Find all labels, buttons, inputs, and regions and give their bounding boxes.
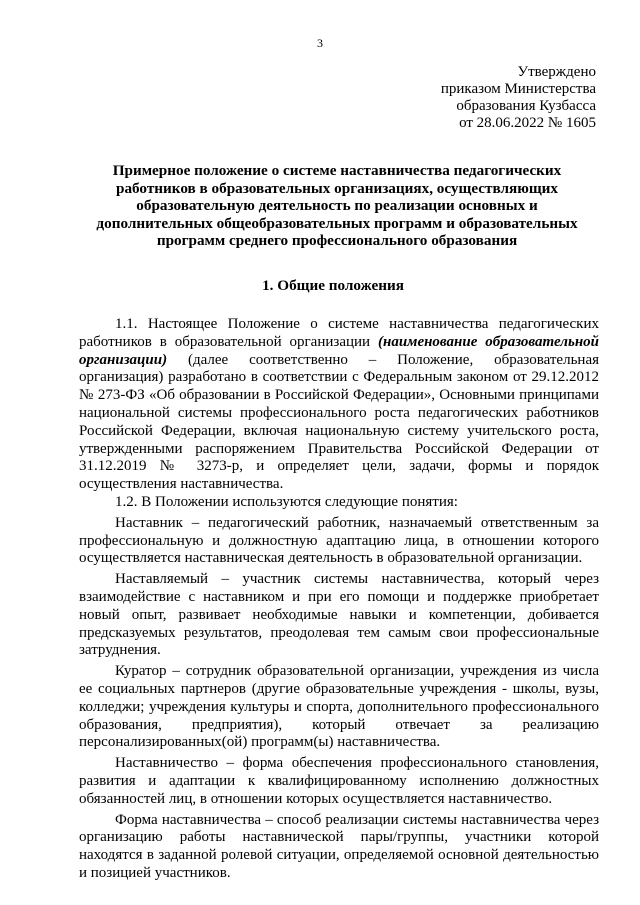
section-heading: 1. Общие положения xyxy=(262,277,404,294)
document-title: Примерное положение о системе наставничества педагогических работников в образовательных организациях, осуществляющих образовательную деятельность по реализации основных и дополнительных общеобразовательных программ и образовательных программ среднего профессионального образования xyxy=(96,162,578,250)
paragraph: Наставничество – форма обеспечения профессионального становления, развития и адаптации к квалифицированному исполнению должностных обязанностей лиц, в отношении которых осуществляется наставничество. xyxy=(79,755,599,807)
paragraph-text: (далее соответственно – Положение, образовательная организация) разработано в соответствии с Федеральным законом от 29.12.2012 № 273-ФЗ «Об образовании в Российской Федерации», Основными принципами национальной системы профессионального роста педагогических работников Российской Федерации, включая национальную систему учительского роста, утвержденными распоряжением Правительства Российской Федерации от 31.12.2019 № 3273-р, и определяет цели, задачи, формы и порядок осуществления наставничества. xyxy=(79,351,599,493)
approval-line: приказом Министерства xyxy=(440,81,596,97)
organization-placeholder: (наименование образовательной организации) xyxy=(79,333,599,368)
approval-line: образования Кузбасса xyxy=(456,98,596,114)
paragraph: 1.2. В Положении используются следующие понятия: xyxy=(115,493,458,510)
approval-line: от 28.06.2022 № 1605 xyxy=(459,115,596,131)
page-number: 3 xyxy=(317,36,323,50)
document-body xyxy=(79,316,599,883)
paragraph: Куратор – сотрудник образовательной организации, учреждения из числа ее социальных партнеров (другие образовательные учреждения - школы, вузы, колледжи; учреждения культуры и спорта, дополнительного профессионального образования, предприятия), который отвечает за реализацию персонализированных(ой) программ(ы) наставничества. xyxy=(79,663,599,751)
paragraph: Форма наставничества – способ реализации системы наставничества через организацию работы наставнической пары/группы, участники которой находятся в заданной ролевой ситуации, определяемой основной деятельностью и позицией участников. xyxy=(79,811,599,881)
paragraph-text: 1.1. Настоящее Положение о системе наставничества педагогических работников в образовательной организации xyxy=(79,316,599,350)
paragraph xyxy=(79,316,599,494)
approval-line: Утверждено xyxy=(517,64,596,80)
approval-stamp xyxy=(441,64,596,132)
paragraph: Наставник – педагогический работник, назначаемый ответственным за профессиональную и должностную адаптацию лица, в отношении которого осуществляется наставническая деятельность в образовательной организации. xyxy=(79,514,599,567)
paragraph: Наставляемый – участник системы наставничества, который через взаимодействие с наставником и при его помощи и поддержке приобретает новый опыт, развивает необходимые навыки и компетенции, добивается предсказуемых результатов, преодолевая тем самым свои профессиональные затруднения. xyxy=(79,571,599,659)
